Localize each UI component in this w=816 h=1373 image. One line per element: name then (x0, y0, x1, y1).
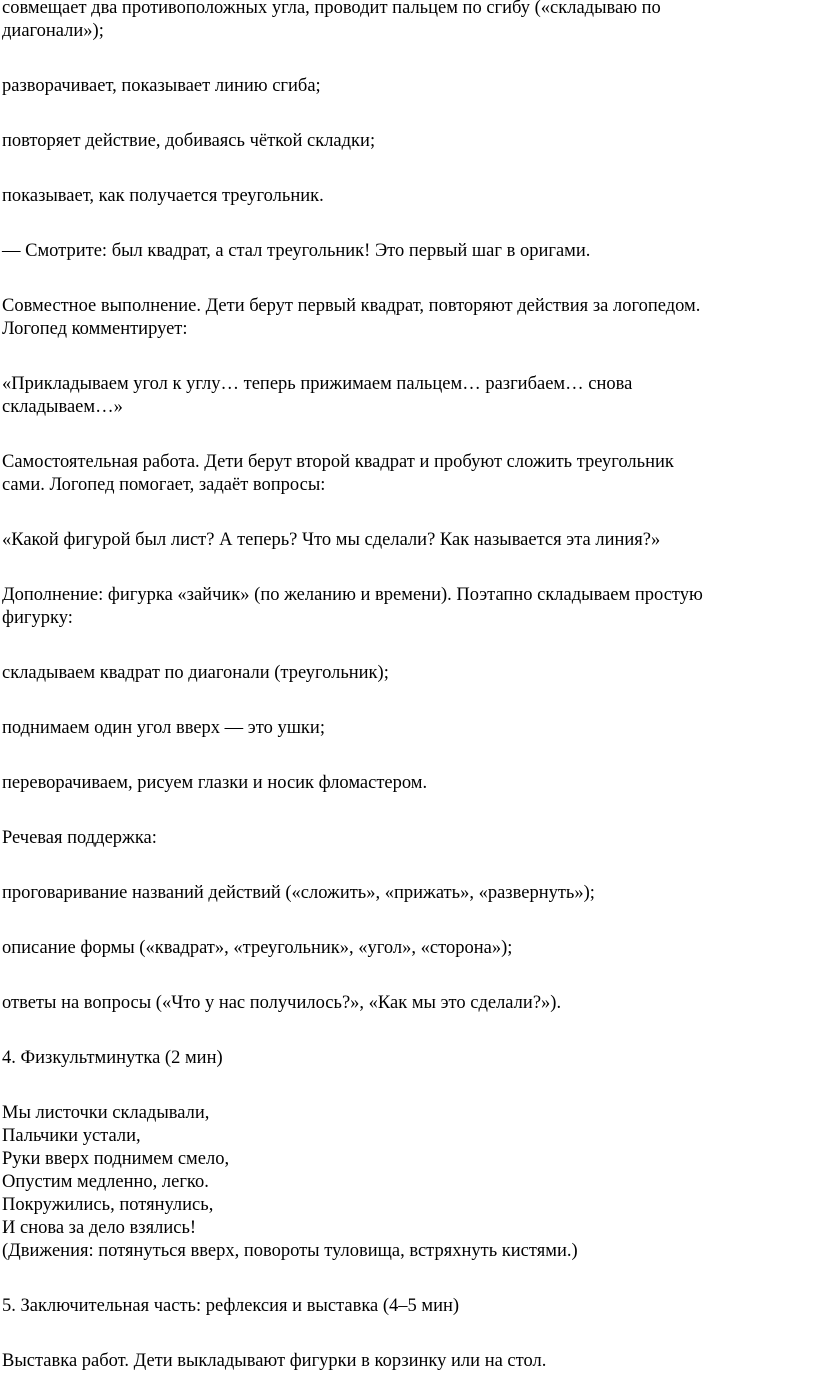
text-line: диагонали»); (2, 21, 104, 41)
paragraph-fold-diagonal (2, 0, 816, 43)
text-line: фигурку: (2, 608, 73, 628)
paragraph-speech-support (2, 827, 816, 850)
paragraph-bunny-step-3 (2, 772, 816, 795)
paragraph-questions-quote (2, 529, 816, 552)
poem-line: Покружились, потянулись, (2, 1195, 214, 1215)
poem-line: И снова за дело взялись! (2, 1218, 197, 1238)
text-line: описание формы («квадрат», «треугольник», «угол», «сторона»); (2, 938, 513, 958)
poem-line: Руки вверх поднимем смело, (2, 1149, 230, 1169)
paragraph-bunny-step-1 (2, 662, 816, 685)
paragraph-comment-quote (2, 373, 816, 419)
text-line: поднимаем один угол вверх — это ушки; (2, 718, 325, 738)
poem-line: Мы листочки складывали, (2, 1103, 210, 1123)
text-line: переворачиваем, рисуем глазки и носик фломастером. (2, 773, 428, 793)
paragraph-speech-shapes (2, 937, 816, 960)
paragraph-quote-first-step (2, 240, 816, 263)
paragraph-poem (2, 1102, 816, 1263)
paragraph-show-triangle (2, 185, 816, 208)
text-line: «Какой фигурой был лист? А теперь? Что мы сделали? Как называется эта линия?» (2, 530, 661, 550)
text-line: складываем квадрат по диагонали (треугольник); (2, 663, 389, 683)
paragraph-speech-answers (2, 992, 816, 1015)
paragraph-unfold (2, 75, 816, 98)
paragraph-repeat (2, 130, 816, 153)
text-line: ответы на вопросы («Что у нас получилось?», «Как мы это сделали?»). (2, 993, 562, 1013)
paragraph-bunny-addition (2, 584, 816, 630)
paragraph-speech-actions (2, 882, 816, 905)
poem-line: Опустим медленно, легко. (2, 1172, 209, 1192)
text-line: проговаривание названий действий («сложить», «прижать», «развернуть»); (2, 883, 595, 903)
text-line: Самостоятельная работа. Дети берут второй квадрат и пробуют сложить треугольник (2, 452, 674, 472)
section-heading-final-part (2, 1295, 816, 1318)
poem-line: Пальчики устали, (2, 1126, 141, 1146)
document-body (2, 0, 816, 1373)
section-heading-physical-break (2, 1047, 816, 1070)
text-line: совмещает два противоположных угла, проводит пальцем по сгибу («складываю по (2, 0, 661, 18)
text-line: разворачивает, показывает линию сгиба; (2, 76, 321, 96)
text-line: Логопед комментирует: (2, 319, 188, 339)
text-line: повторяет действие, добиваясь чёткой складки; (2, 131, 376, 151)
text-line: «Прикладываем угол к углу… теперь прижимаем пальцем… разгибаем… снова (2, 374, 633, 394)
text-line: — Смотрите: был квадрат, а стал треугольник! Это первый шаг в оригами. (2, 241, 591, 261)
paragraph-independent-work (2, 451, 816, 497)
text-line: 4. Физкультминутка (2 мин) (2, 1048, 223, 1068)
text-line: Дополнение: фигурка «зайчик» (по желанию и времени). Поэтапно складываем простую (2, 585, 703, 605)
paragraph-joint-work (2, 295, 816, 341)
text-line: Совместное выполнение. Дети берут первый квадрат, повторяют действия за логопедом. (2, 296, 701, 316)
paragraph-bunny-step-2 (2, 717, 816, 740)
text-line: Речевая поддержка: (2, 828, 157, 848)
text-line: Выставка работ. Дети выкладывают фигурки в корзинку или на стол. (2, 1351, 547, 1371)
text-line: 5. Заключительная часть: рефлексия и выставка (4–5 мин) (2, 1296, 460, 1316)
text-line: показывает, как получается треугольник. (2, 186, 324, 206)
text-line: складываем…» (2, 397, 123, 417)
paragraph-exhibition (2, 1350, 816, 1373)
text-line: сами. Логопед помогает, задаёт вопросы: (2, 475, 326, 495)
poem-line: (Движения: потянуться вверх, повороты туловища, встряхнуть кистями.) (2, 1241, 578, 1261)
